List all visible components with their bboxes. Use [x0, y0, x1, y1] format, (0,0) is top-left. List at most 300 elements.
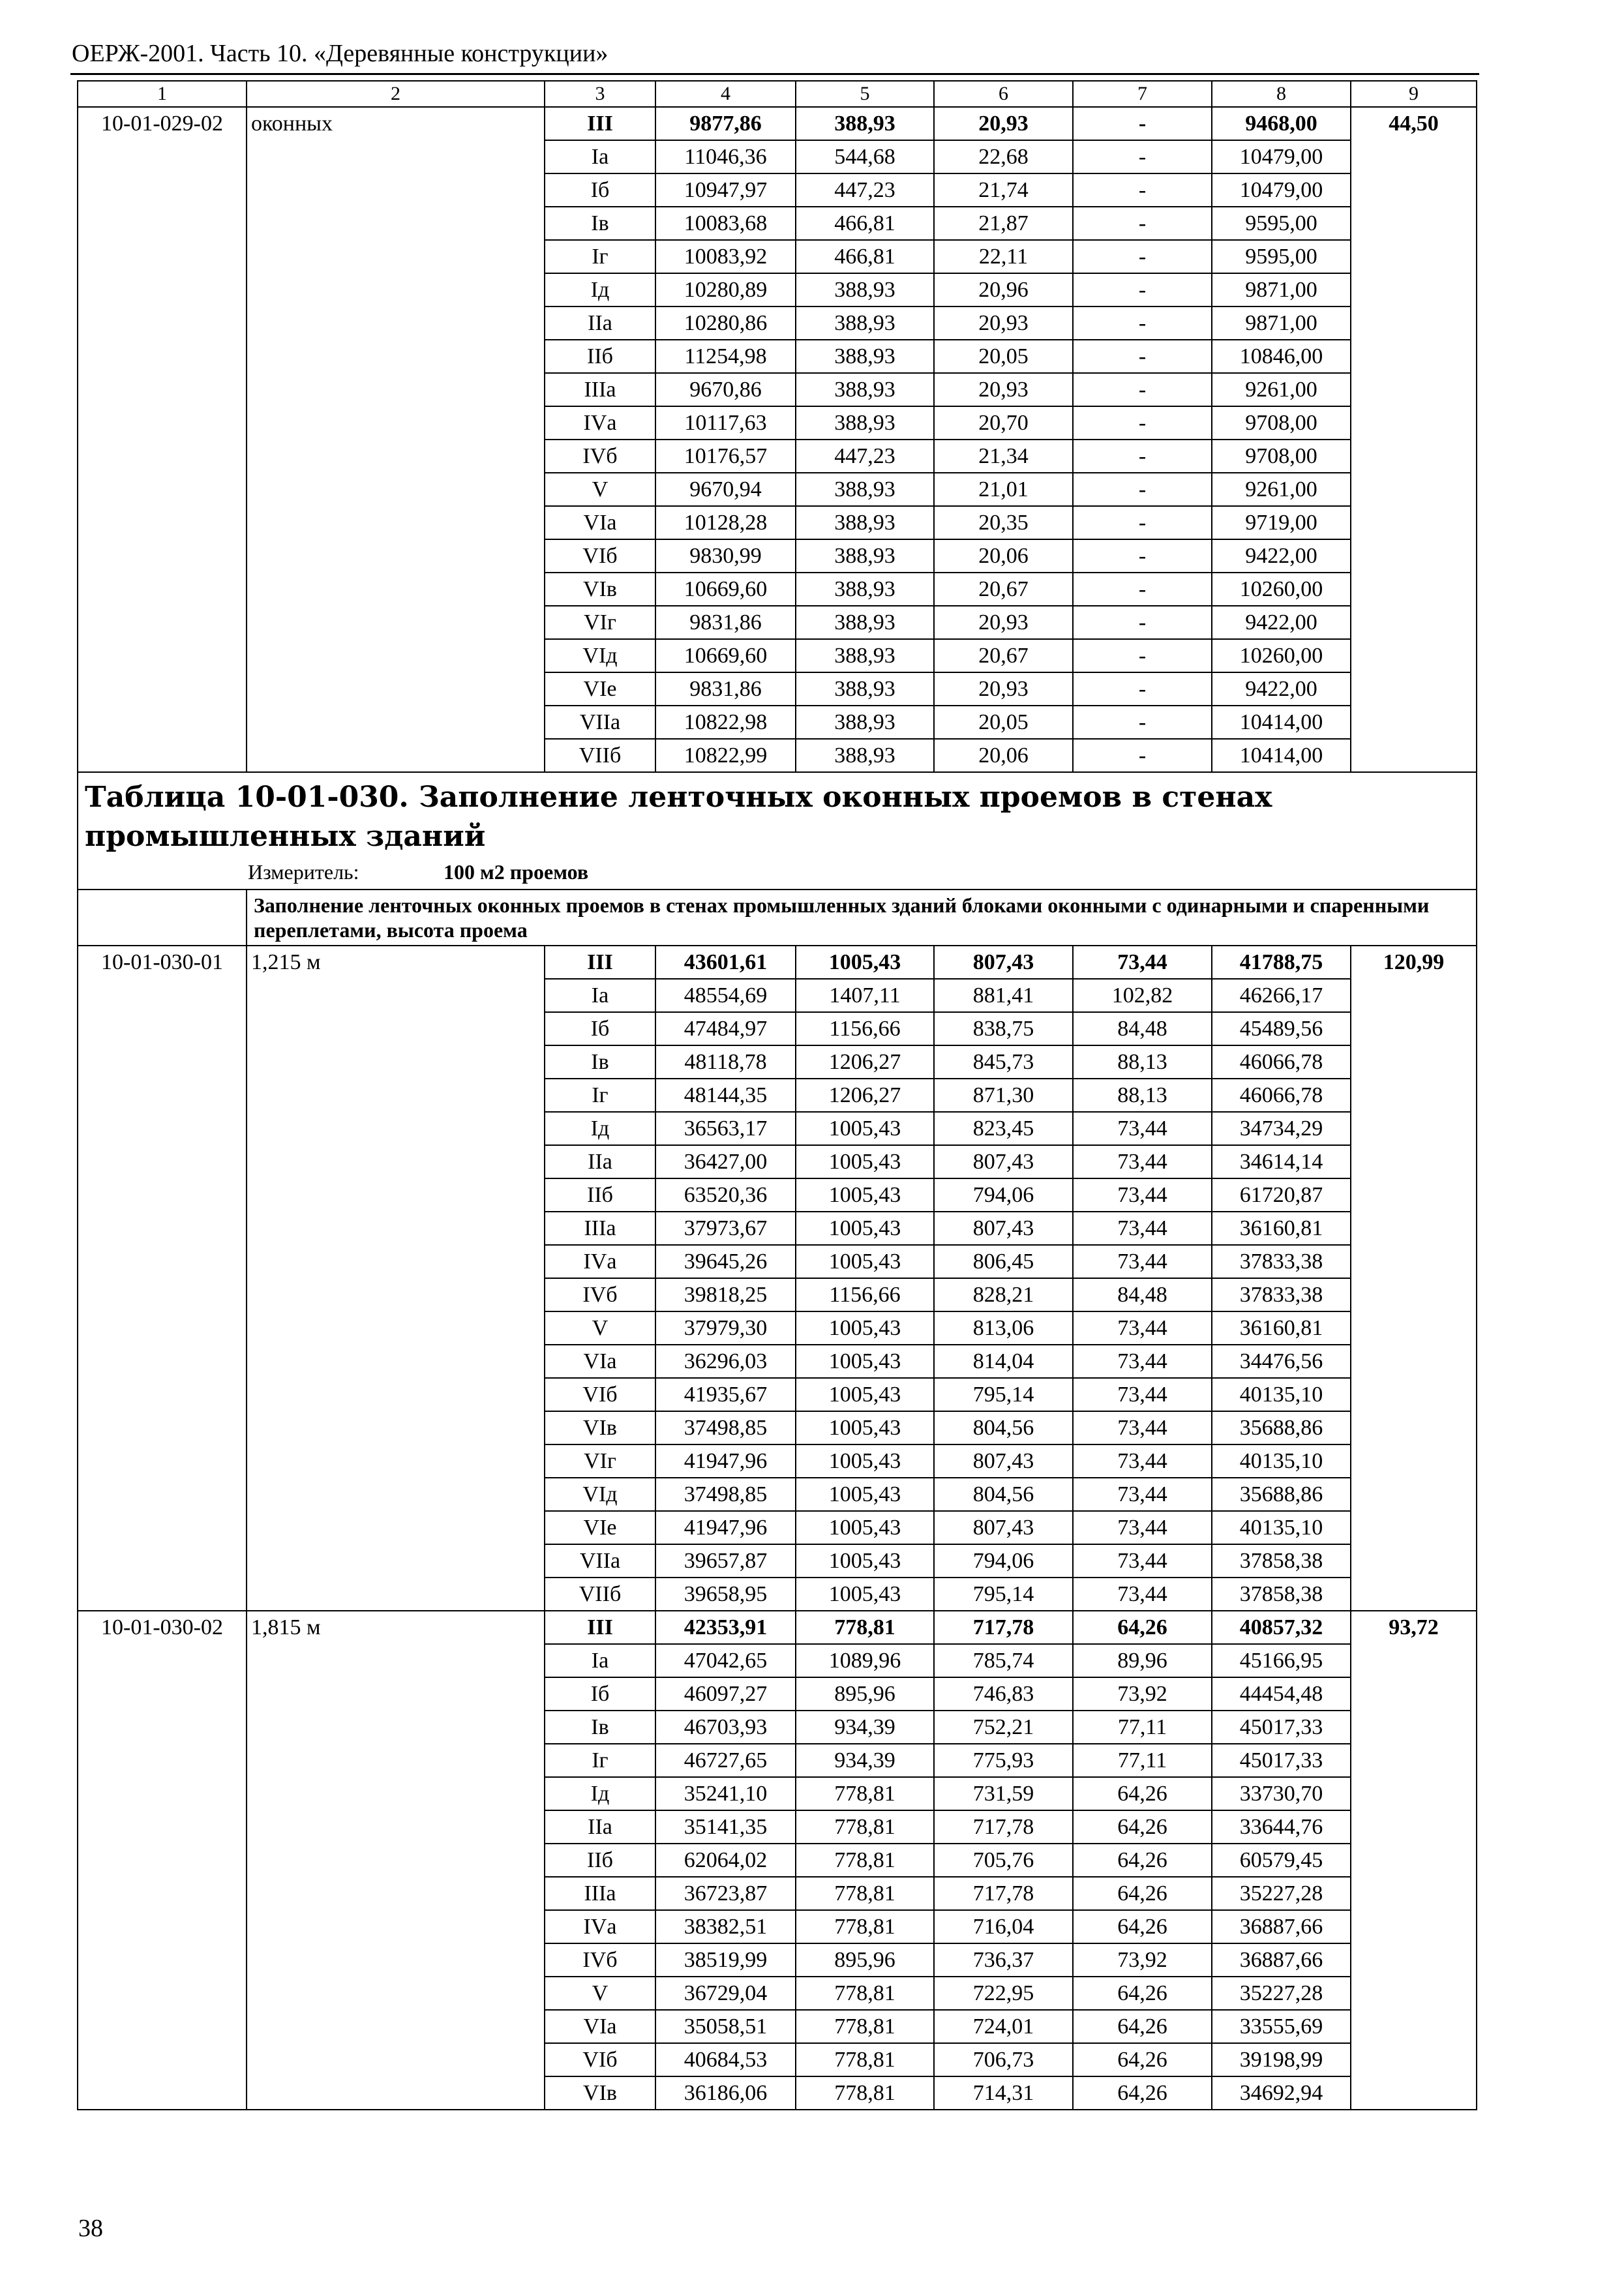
value-cell: 37858,38 [1212, 1578, 1351, 1611]
value-cell: 64,26 [1073, 1777, 1212, 1810]
value-cell: - [1073, 140, 1212, 173]
value-cell: 1005,43 [796, 1444, 934, 1478]
value-cell: 10846,00 [1212, 340, 1351, 373]
value-cell: 35688,86 [1212, 1411, 1351, 1444]
value-cell: 9831,86 [655, 606, 796, 639]
value-cell: 34692,94 [1212, 2076, 1351, 2110]
value-cell: 871,30 [934, 1079, 1073, 1112]
region-category: Iа [545, 979, 655, 1012]
column-number: 8 [1212, 81, 1351, 107]
table-title-cell [78, 772, 1477, 890]
value-cell: 73,44 [1073, 1245, 1212, 1278]
value-cell: 73,44 [1073, 1311, 1212, 1345]
value-cell: 35688,86 [1212, 1478, 1351, 1511]
value-cell: 35227,28 [1212, 1877, 1351, 1910]
value-cell: 73,44 [1073, 1112, 1212, 1145]
value-cell: - [1073, 107, 1212, 140]
column-number: 3 [545, 81, 655, 107]
value-cell: 934,39 [796, 1744, 934, 1777]
labor-cost: 44,50 [1351, 107, 1477, 772]
value-cell: 20,93 [934, 606, 1073, 639]
region-category: VIIа [545, 706, 655, 739]
value-cell: 73,44 [1073, 1145, 1212, 1178]
value-cell: - [1073, 373, 1212, 406]
value-cell: 388,93 [796, 473, 934, 506]
value-cell: 807,43 [934, 946, 1073, 979]
value-cell: 10947,97 [655, 173, 796, 207]
value-cell: 64,26 [1073, 1611, 1212, 1644]
value-cell: 63520,36 [655, 1178, 796, 1212]
value-cell: 10117,63 [655, 406, 796, 440]
value-cell: 10176,57 [655, 440, 796, 473]
empty-cell [78, 890, 247, 946]
value-cell: 35058,51 [655, 2010, 796, 2043]
value-cell: 73,92 [1073, 1677, 1212, 1711]
table-title: Таблица 10-01-030. Заполнение ленточных оконных проемов в стенах промышленных зданий [85, 781, 1272, 853]
value-cell: 838,75 [934, 1012, 1073, 1045]
value-cell: 1156,66 [796, 1278, 934, 1311]
value-cell: 9468,00 [1212, 107, 1351, 140]
item-code: 10-01-030-01 [78, 946, 247, 1611]
value-cell: 64,26 [1073, 1977, 1212, 2010]
region-category: V [545, 1311, 655, 1345]
value-cell: 84,48 [1073, 1012, 1212, 1045]
labor-cost: 93,72 [1351, 1611, 1477, 2110]
value-cell: 21,01 [934, 473, 1073, 506]
value-cell: 64,26 [1073, 1877, 1212, 1910]
value-cell: 828,21 [934, 1278, 1073, 1311]
value-cell: 37973,67 [655, 1212, 796, 1245]
value-cell: 10822,98 [655, 706, 796, 739]
value-cell: - [1073, 573, 1212, 606]
region-category: IIа [545, 1810, 655, 1844]
value-cell: 45166,95 [1212, 1644, 1351, 1677]
value-cell: 778,81 [796, 1977, 934, 2010]
region-category: IVа [545, 1245, 655, 1278]
value-cell: 778,81 [796, 1844, 934, 1877]
region-category: Iг [545, 1744, 655, 1777]
value-cell: 45489,56 [1212, 1012, 1351, 1045]
value-cell: 41788,75 [1212, 946, 1351, 979]
value-cell: 895,96 [796, 1943, 934, 1977]
value-cell: 77,11 [1073, 1711, 1212, 1744]
value-cell: 1005,43 [796, 1311, 934, 1345]
value-cell: 73,44 [1073, 1444, 1212, 1478]
region-category: IVб [545, 440, 655, 473]
value-cell: 881,41 [934, 979, 1073, 1012]
value-cell: - [1073, 406, 1212, 440]
value-cell: 64,26 [1073, 1810, 1212, 1844]
value-cell: 795,14 [934, 1578, 1073, 1611]
value-cell: 778,81 [796, 1611, 934, 1644]
region-category: IVб [545, 1943, 655, 1977]
value-cell: - [1073, 340, 1212, 373]
column-numbers-row [78, 81, 1477, 107]
value-cell: 10083,92 [655, 240, 796, 273]
value-cell: 9708,00 [1212, 440, 1351, 473]
value-cell: 38382,51 [655, 1910, 796, 1943]
region-category: Iб [545, 173, 655, 207]
column-number: 1 [78, 81, 247, 107]
value-cell: 388,93 [796, 706, 934, 739]
column-number: 4 [655, 81, 796, 107]
value-cell: 20,67 [934, 573, 1073, 606]
value-cell: 447,23 [796, 440, 934, 473]
region-category: Iг [545, 1079, 655, 1112]
value-cell: 46727,65 [655, 1744, 796, 1777]
value-cell: 717,78 [934, 1611, 1073, 1644]
table-subtitle: Заполнение ленточных оконных проемов в стенах промышленных зданий блоками оконными с одинарными и спаренными переплетами, высота проема [247, 890, 1477, 946]
region-category: Iд [545, 273, 655, 307]
region-category: IIа [545, 307, 655, 340]
region-category: VIе [545, 672, 655, 706]
value-cell: 388,93 [796, 373, 934, 406]
column-number: 9 [1351, 81, 1477, 107]
value-cell: - [1073, 173, 1212, 207]
value-cell: 37833,38 [1212, 1278, 1351, 1311]
value-cell: 84,48 [1073, 1278, 1212, 1311]
region-category: Iг [545, 240, 655, 273]
value-cell: 20,06 [934, 739, 1073, 772]
value-cell: 9871,00 [1212, 273, 1351, 307]
value-cell: 388,93 [796, 307, 934, 340]
value-cell: 48118,78 [655, 1045, 796, 1079]
value-cell: 22,11 [934, 240, 1073, 273]
value-cell: 778,81 [796, 1910, 934, 1943]
value-cell: - [1073, 207, 1212, 240]
value-cell: 388,93 [796, 406, 934, 440]
region-category: VIб [545, 1378, 655, 1411]
value-cell: 1005,43 [796, 1511, 934, 1544]
region-category: VIа [545, 2010, 655, 2043]
value-cell: 73,44 [1073, 1411, 1212, 1444]
value-cell: 48144,35 [655, 1079, 796, 1112]
value-cell: 36887,66 [1212, 1910, 1351, 1943]
region-category: VIа [545, 1345, 655, 1378]
value-cell: 934,39 [796, 1711, 934, 1744]
value-cell: 20,06 [934, 539, 1073, 573]
value-cell: 33555,69 [1212, 2010, 1351, 2043]
region-category: V [545, 473, 655, 506]
value-cell: 1005,43 [796, 1212, 934, 1245]
item-description: 1,215 м [247, 946, 545, 1611]
value-cell: 36887,66 [1212, 1943, 1351, 1977]
value-cell: 35141,35 [655, 1810, 796, 1844]
value-cell: 39818,25 [655, 1278, 796, 1311]
value-cell: 807,43 [934, 1511, 1073, 1544]
value-cell: 46066,78 [1212, 1045, 1351, 1079]
value-cell: 41947,96 [655, 1511, 796, 1544]
region-category: VIб [545, 2043, 655, 2076]
value-cell: 34476,56 [1212, 1345, 1351, 1378]
region-category: Iд [545, 1112, 655, 1145]
value-cell: 73,44 [1073, 1178, 1212, 1212]
region-category: VIIа [545, 1544, 655, 1578]
value-cell: 1005,43 [796, 1245, 934, 1278]
item-description: 1,815 м [247, 1611, 545, 2110]
value-cell: 60579,45 [1212, 1844, 1351, 1877]
value-cell: 1005,43 [796, 1544, 934, 1578]
value-cell: 9871,00 [1212, 307, 1351, 340]
region-category: Iа [545, 1644, 655, 1677]
value-cell: 1005,43 [796, 1345, 934, 1378]
value-cell: 804,56 [934, 1411, 1073, 1444]
page-number: 38 [78, 2215, 103, 2242]
price-table [77, 80, 1477, 2110]
region-category: IIIа [545, 1877, 655, 1910]
value-cell: 388,93 [796, 273, 934, 307]
value-cell: 64,26 [1073, 2043, 1212, 2076]
item-description: оконных [247, 107, 545, 772]
region-category: Iб [545, 1677, 655, 1711]
region-category: VIIб [545, 1578, 655, 1611]
region-category: VIе [545, 1511, 655, 1544]
value-cell: 41947,96 [655, 1444, 796, 1478]
item-code: 10-01-029-02 [78, 107, 247, 772]
value-cell: - [1073, 739, 1212, 772]
region-category: Iа [545, 140, 655, 173]
region-category: VIг [545, 606, 655, 639]
value-cell: 724,01 [934, 2010, 1073, 2043]
value-cell: 10669,60 [655, 573, 796, 606]
region-category: IIа [545, 1145, 655, 1178]
value-cell: 1005,43 [796, 1378, 934, 1411]
value-cell: 37498,85 [655, 1411, 796, 1444]
value-cell: 1005,43 [796, 1178, 934, 1212]
region-category: VIб [545, 539, 655, 573]
region-category: IVа [545, 406, 655, 440]
value-cell: 37833,38 [1212, 1245, 1351, 1278]
value-cell: 41935,67 [655, 1378, 796, 1411]
value-cell: 64,26 [1073, 2076, 1212, 2110]
value-cell: 807,43 [934, 1145, 1073, 1178]
value-cell: 1005,43 [796, 1112, 934, 1145]
value-cell: 40857,32 [1212, 1611, 1351, 1644]
value-cell: 64,26 [1073, 2010, 1212, 2043]
value-cell: - [1073, 639, 1212, 672]
value-cell: 778,81 [796, 2043, 934, 2076]
value-cell: 794,06 [934, 1544, 1073, 1578]
value-cell: 62064,02 [655, 1844, 796, 1877]
value-cell: 73,92 [1073, 1943, 1212, 1977]
value-cell: 778,81 [796, 2010, 934, 2043]
value-cell: 11254,98 [655, 340, 796, 373]
value-cell: 388,93 [796, 506, 934, 539]
value-cell: - [1073, 240, 1212, 273]
value-cell: 778,81 [796, 2076, 934, 2110]
value-cell: 845,73 [934, 1045, 1073, 1079]
value-cell: 1005,43 [796, 946, 934, 979]
column-number: 2 [247, 81, 545, 107]
page-header-title: ОЕРЖ-2001. Часть 10. «Деревянные конструкции» [72, 40, 609, 67]
value-cell: 64,26 [1073, 1844, 1212, 1877]
value-cell: 46097,27 [655, 1677, 796, 1711]
value-cell: 38519,99 [655, 1943, 796, 1977]
value-cell: - [1073, 539, 1212, 573]
value-cell: 36427,00 [655, 1145, 796, 1178]
value-cell: 37858,38 [1212, 1544, 1351, 1578]
value-cell: 746,83 [934, 1677, 1073, 1711]
item-code: 10-01-030-02 [78, 1611, 247, 2110]
value-cell: 73,44 [1073, 1544, 1212, 1578]
value-cell: 39657,87 [655, 1544, 796, 1578]
value-cell: 388,93 [796, 606, 934, 639]
value-cell: 9831,86 [655, 672, 796, 706]
value-cell: - [1073, 706, 1212, 739]
value-cell: 39645,26 [655, 1245, 796, 1278]
region-category: VIа [545, 506, 655, 539]
value-cell: 11046,36 [655, 140, 796, 173]
value-cell: 10822,99 [655, 739, 796, 772]
value-cell: 10260,00 [1212, 639, 1351, 672]
value-cell: 21,74 [934, 173, 1073, 207]
value-cell: 40135,10 [1212, 1444, 1351, 1478]
value-cell: 9719,00 [1212, 506, 1351, 539]
value-cell: 10669,60 [655, 639, 796, 672]
table-subtitle-row [78, 890, 1477, 946]
value-cell: - [1073, 506, 1212, 539]
value-cell: 36723,87 [655, 1877, 796, 1910]
value-cell: 20,67 [934, 639, 1073, 672]
value-cell: 10414,00 [1212, 739, 1351, 772]
value-cell: 21,87 [934, 207, 1073, 240]
value-cell: 814,04 [934, 1345, 1073, 1378]
value-cell: 47042,65 [655, 1644, 796, 1677]
value-cell: 717,78 [934, 1810, 1073, 1844]
value-cell: 73,44 [1073, 1212, 1212, 1245]
region-category: Iв [545, 1711, 655, 1744]
value-cell: 40135,10 [1212, 1378, 1351, 1411]
value-cell: 1005,43 [796, 1478, 934, 1511]
labor-cost: 120,99 [1351, 946, 1477, 1611]
column-number: 7 [1073, 81, 1212, 107]
value-cell: 36296,03 [655, 1345, 796, 1378]
value-cell: 806,45 [934, 1245, 1073, 1278]
value-cell: 61720,87 [1212, 1178, 1351, 1212]
region-category: Iб [545, 1012, 655, 1045]
value-cell: 778,81 [796, 1877, 934, 1910]
value-cell: 804,56 [934, 1478, 1073, 1511]
value-cell: 89,96 [1073, 1644, 1212, 1677]
value-cell: 73,44 [1073, 1378, 1212, 1411]
column-number: 6 [934, 81, 1073, 107]
value-cell: 20,70 [934, 406, 1073, 440]
value-cell: 34734,29 [1212, 1112, 1351, 1145]
value-cell: 10479,00 [1212, 173, 1351, 207]
value-cell: 20,05 [934, 340, 1073, 373]
value-cell: 88,13 [1073, 1045, 1212, 1079]
value-cell: 388,93 [796, 340, 934, 373]
table-row [78, 946, 1477, 979]
value-cell: 48554,69 [655, 979, 796, 1012]
value-cell: 77,11 [1073, 1744, 1212, 1777]
value-cell: 10280,89 [655, 273, 796, 307]
value-cell: 778,81 [796, 1777, 934, 1810]
value-cell: 73,44 [1073, 1578, 1212, 1611]
region-category: IIб [545, 340, 655, 373]
region-category: VIв [545, 1411, 655, 1444]
value-cell: 34614,14 [1212, 1145, 1351, 1178]
region-category: VIв [545, 2076, 655, 2110]
value-cell: 705,76 [934, 1844, 1073, 1877]
region-category: VIг [545, 1444, 655, 1478]
value-cell: 1089,96 [796, 1644, 934, 1677]
value-cell: 33644,76 [1212, 1810, 1351, 1844]
value-cell: 9422,00 [1212, 672, 1351, 706]
value-cell: 716,04 [934, 1910, 1073, 1943]
value-cell: 10414,00 [1212, 706, 1351, 739]
value-cell: 466,81 [796, 240, 934, 273]
value-cell: - [1073, 307, 1212, 340]
region-category: Iв [545, 1045, 655, 1079]
value-cell: 21,34 [934, 440, 1073, 473]
value-cell: 37498,85 [655, 1478, 796, 1511]
value-cell: 73,44 [1073, 946, 1212, 979]
value-cell: - [1073, 606, 1212, 639]
value-cell: 1206,27 [796, 1079, 934, 1112]
table-row [78, 107, 1477, 140]
meter-line [78, 856, 1476, 889]
table-row [78, 1611, 1477, 1644]
value-cell: 40684,53 [655, 2043, 796, 2076]
value-cell: 823,45 [934, 1112, 1073, 1145]
value-cell: 795,14 [934, 1378, 1073, 1411]
region-category: V [545, 1977, 655, 2010]
region-category: Iд [545, 1777, 655, 1810]
value-cell: 88,13 [1073, 1079, 1212, 1112]
value-cell: 388,93 [796, 107, 934, 140]
value-cell: 35241,10 [655, 1777, 796, 1810]
meter-label: Измеритель: [248, 860, 359, 884]
region-category: III [545, 1611, 655, 1644]
value-cell: 37979,30 [655, 1311, 796, 1345]
value-cell: 73,44 [1073, 1345, 1212, 1378]
value-cell: 39658,95 [655, 1578, 796, 1611]
region-category: IIIа [545, 1212, 655, 1245]
value-cell: 1005,43 [796, 1578, 934, 1611]
region-category: III [545, 946, 655, 979]
value-cell: 36563,17 [655, 1112, 796, 1145]
value-cell: 10479,00 [1212, 140, 1351, 173]
value-cell: 39198,99 [1212, 2043, 1351, 2076]
value-cell: 388,93 [796, 739, 934, 772]
region-category: VIд [545, 1478, 655, 1511]
value-cell: 20,35 [934, 506, 1073, 539]
value-cell: - [1073, 440, 1212, 473]
region-category: III [545, 107, 655, 140]
value-cell: 9670,94 [655, 473, 796, 506]
region-category: IIб [545, 1178, 655, 1212]
value-cell: 706,73 [934, 2043, 1073, 2076]
value-cell: 785,74 [934, 1644, 1073, 1677]
value-cell: 807,43 [934, 1212, 1073, 1245]
value-cell: 102,82 [1073, 979, 1212, 1012]
value-cell: 731,59 [934, 1777, 1073, 1810]
value-cell: 752,21 [934, 1711, 1073, 1744]
value-cell: 736,37 [934, 1943, 1073, 1977]
value-cell: 44454,48 [1212, 1677, 1351, 1711]
value-cell: 43601,61 [655, 946, 796, 979]
value-cell: 33730,70 [1212, 1777, 1351, 1810]
value-cell: 73,44 [1073, 1511, 1212, 1544]
value-cell: 40135,10 [1212, 1511, 1351, 1544]
value-cell: 9595,00 [1212, 240, 1351, 273]
region-category: Iв [545, 207, 655, 240]
value-cell: 388,93 [796, 573, 934, 606]
region-category: VIв [545, 573, 655, 606]
value-cell: 9422,00 [1212, 606, 1351, 639]
value-cell: 36186,06 [655, 2076, 796, 2110]
